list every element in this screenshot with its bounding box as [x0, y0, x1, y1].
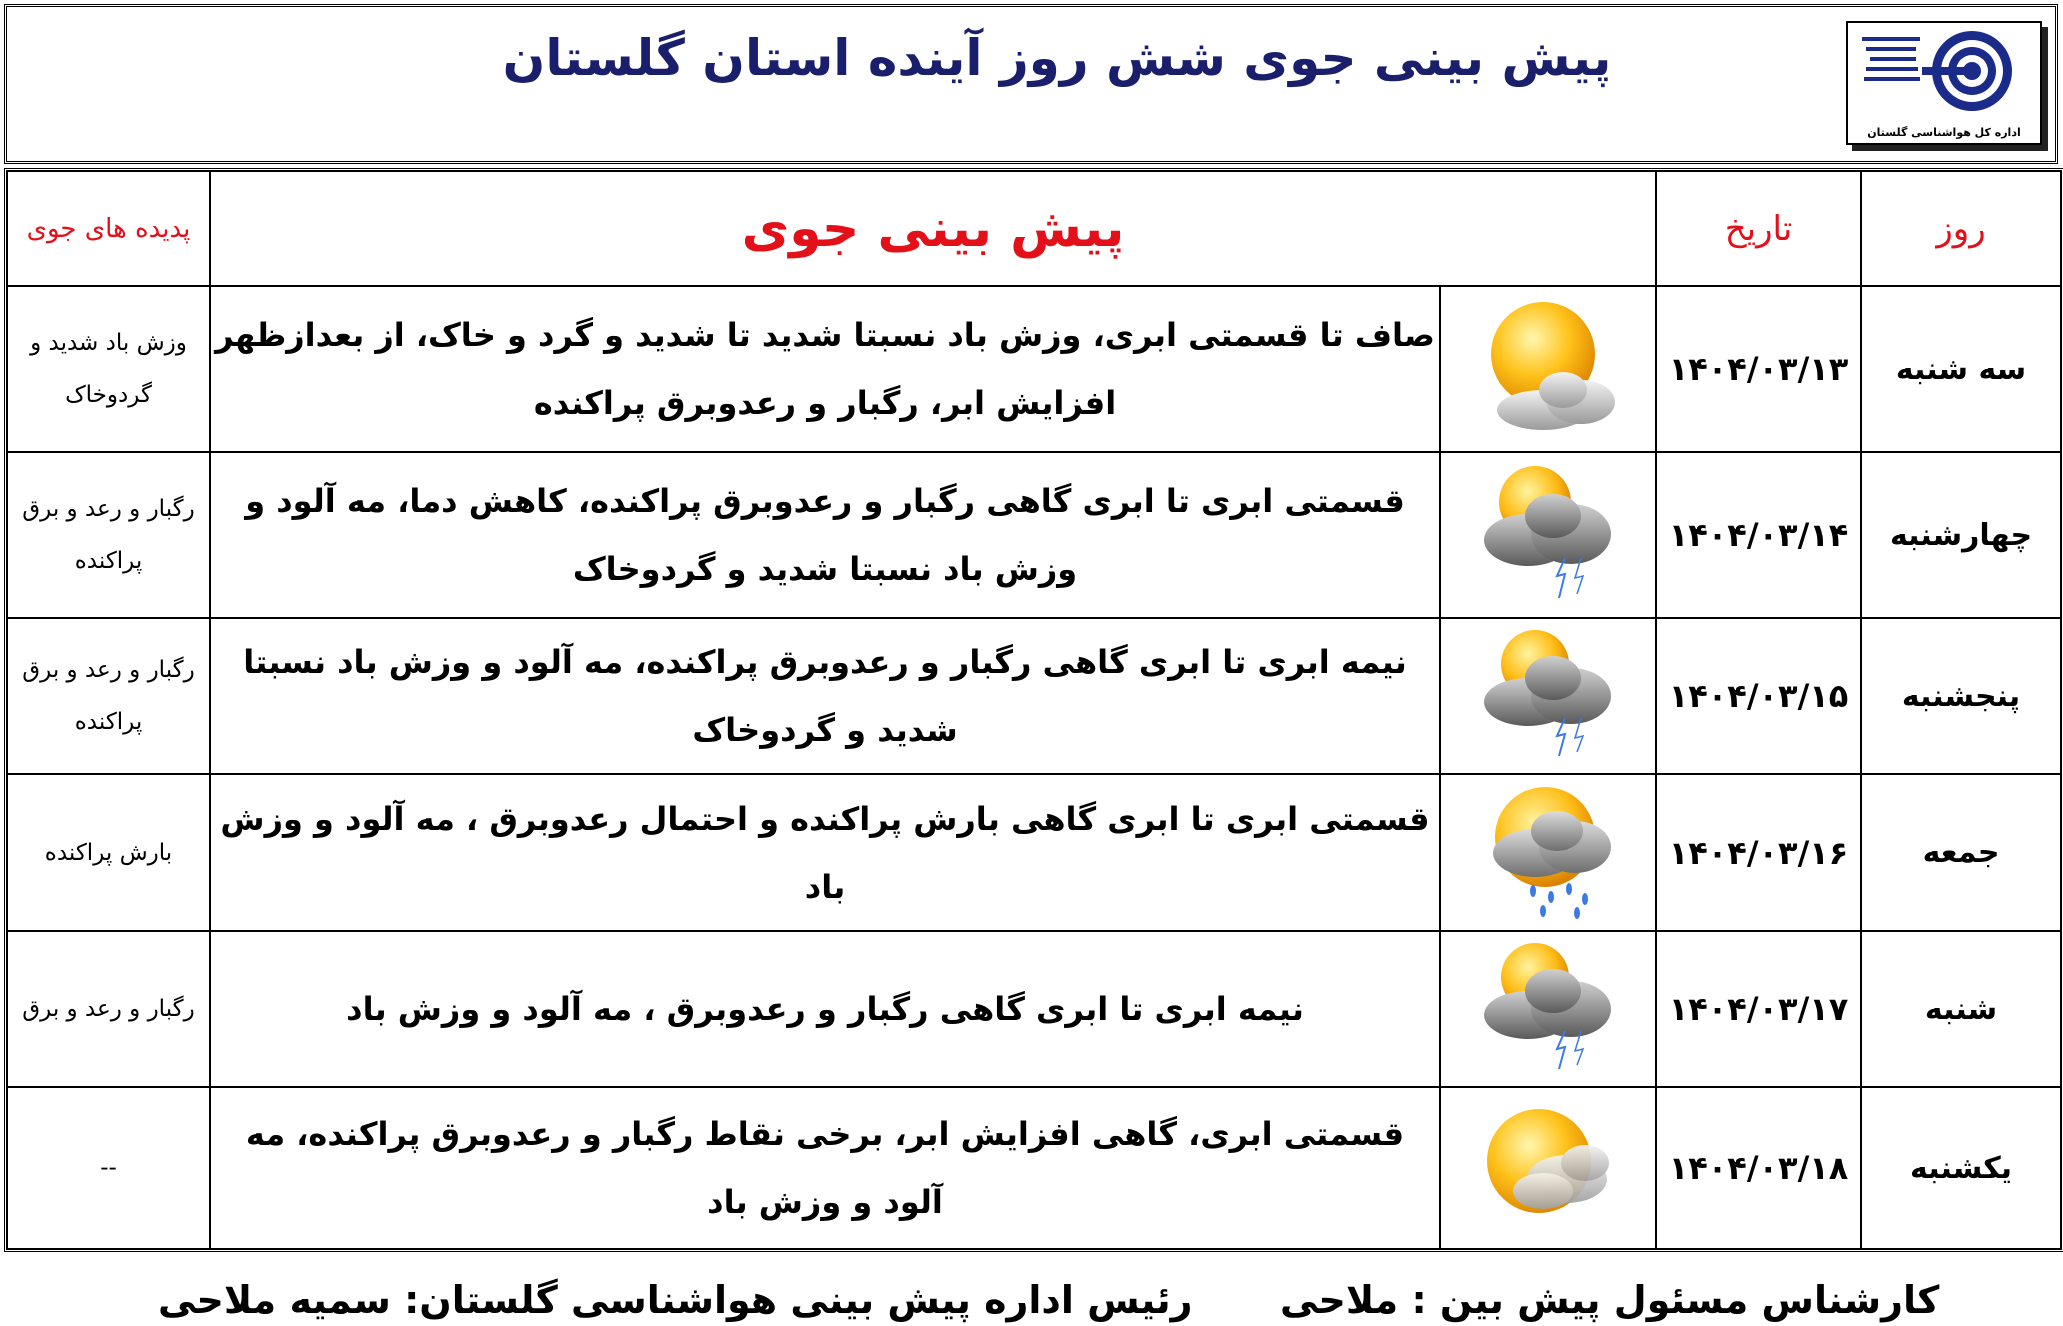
phenomena-cell: رگبار و رعد و برق — [7, 931, 210, 1087]
date-cell: ۱۴۰۴/۰۳/۱۷ — [1656, 931, 1861, 1087]
table-row — [7, 452, 2061, 618]
weather-icon-cell — [1440, 618, 1656, 774]
table-header-row — [7, 171, 2061, 286]
header-date: تاریخ — [1656, 171, 1861, 286]
phenomena-cell: وزش باد شدید و گردوخاک — [7, 286, 210, 452]
forecaster-signature: کارشناس مسئول پیش بین : ملاحی — [1280, 1278, 1940, 1322]
forecast-text-cell: قسمتی ابری تا ابری گاهی بارش پراکنده و احتمال رعدوبرق ، مه آلود و وزش باد — [210, 774, 1440, 931]
table-row — [7, 1087, 2061, 1249]
meteorological-organization-logo-icon — [1856, 27, 2036, 123]
weather-icon-cell — [1440, 931, 1656, 1087]
table-row — [7, 286, 2061, 452]
forecast-text-cell: قسمتی ابری تا ابری گاهی رگبار و رعدوبرق پراکنده، کاهش دما، مه آلود و وزش باد نسبتا شدید و گردوخاک — [210, 452, 1440, 618]
logo — [1846, 21, 2042, 145]
head-signature: رئیس اداره پیش بینی هواشناسی گلستان: سمیه ملاحی — [158, 1278, 1193, 1322]
phenomena-cell: بارش پراکنده — [7, 774, 210, 931]
date-cell: ۱۴۰۴/۰۳/۱۸ — [1656, 1087, 1861, 1249]
weather-icon-cell — [1440, 1087, 1656, 1249]
weather-icon-cell — [1440, 286, 1656, 452]
weather-icon-cell — [1440, 452, 1656, 618]
table-row — [7, 931, 2061, 1087]
sun-cloud-icon — [1473, 292, 1623, 442]
day-cell: یکشنبه — [1861, 1087, 2061, 1249]
thunderstorm-icon — [1473, 937, 1623, 1077]
table-row — [7, 618, 2061, 774]
logo-caption: اداره کل هواشناسی گلستان — [1867, 126, 2021, 139]
date-cell: ۱۴۰۴/۰۳/۱۵ — [1656, 618, 1861, 774]
header-phenomena: پدیده های جوی — [7, 171, 210, 286]
thunderstorm-icon — [1473, 624, 1623, 764]
header-forecast: پیش بینی جوی — [210, 171, 1656, 286]
header-box — [4, 4, 2058, 164]
forecast-text-cell: نیمه ابری تا ابری گاهی رگبار و رعدوبرق ، مه آلود و وزش باد — [210, 931, 1440, 1087]
day-cell: چهارشنبه — [1861, 452, 2061, 618]
day-cell: سه شنبه — [1861, 286, 2061, 452]
date-cell: ۱۴۰۴/۰۳/۱۳ — [1656, 286, 1861, 452]
date-cell: ۱۴۰۴/۰۳/۱۶ — [1656, 774, 1861, 931]
weather-icon-cell — [1440, 774, 1656, 931]
phenomena-cell: رگبار و رعد و برق پراکنده — [7, 618, 210, 774]
forecast-text-cell: صاف تا قسمتی ابری، وزش باد نسبتا شدید تا شدید و گرد و خاک، از بعدازظهر افزایش ابر، رگبار و رعدوبرق پراکنده — [210, 286, 1440, 452]
date-cell: ۱۴۰۴/۰۳/۱۴ — [1656, 452, 1861, 618]
header-day: روز — [1861, 171, 2061, 286]
rain-cloud-icon — [1473, 781, 1623, 921]
forecast-text-cell: نیمه ابری تا ابری گاهی رگبار و رعدوبرق پراکنده، مه آلود و وزش باد نسبتا شدید و گردوخاک — [210, 618, 1440, 774]
page-title: پیش بینی جوی شش روز آینده استان گلستان — [502, 29, 1612, 87]
phenomena-cell: رگبار و رعد و برق پراکنده — [7, 452, 210, 618]
table-row — [7, 774, 2061, 931]
phenomena-cell: -- — [7, 1087, 210, 1249]
thunderstorm-icon — [1473, 458, 1623, 608]
day-cell: شنبه — [1861, 931, 2061, 1087]
sun-cloud-icon — [1473, 1091, 1623, 1241]
forecast-table — [4, 168, 2063, 1252]
day-cell: پنجشنبه — [1861, 618, 2061, 774]
day-cell: جمعه — [1861, 774, 2061, 931]
forecast-text-cell: قسمتی ابری، گاهی افزایش ابر، برخی نقاط رگبار و رعدوبرق پراکنده، مه آلود و وزش باد — [210, 1087, 1440, 1249]
